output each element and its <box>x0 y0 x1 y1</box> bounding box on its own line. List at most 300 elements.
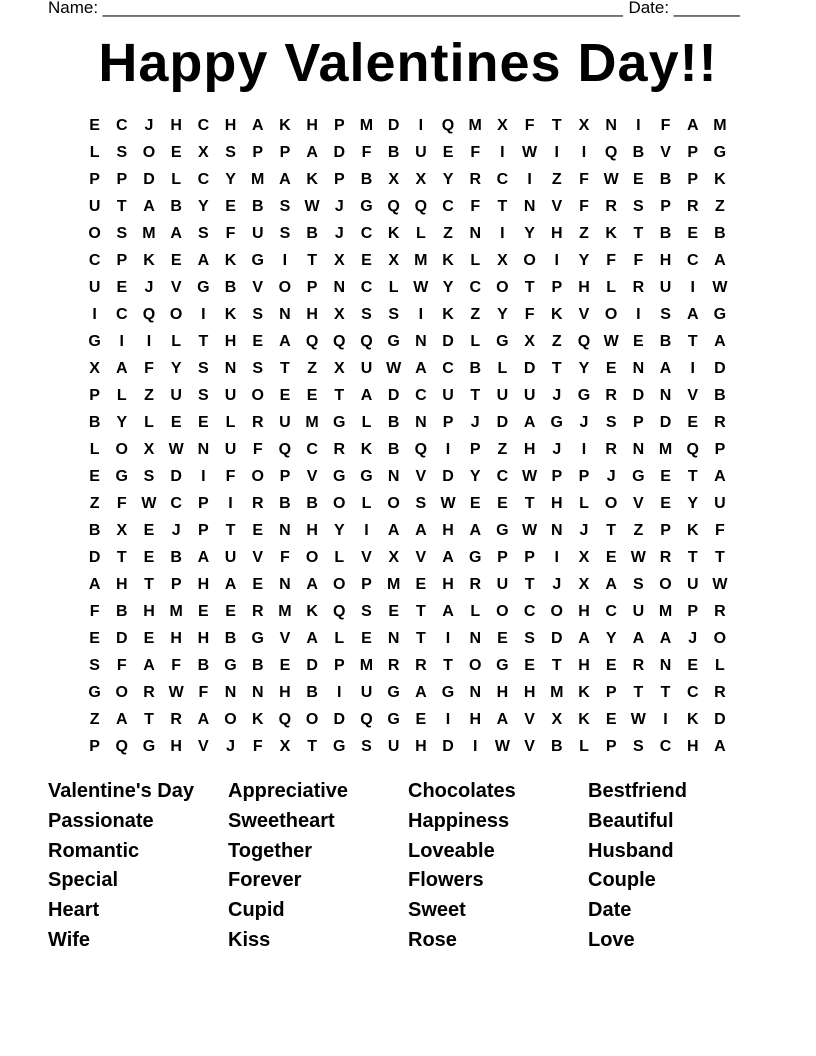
grid-letter[interactable]: K <box>360 441 373 458</box>
grid-letter[interactable]: P <box>551 279 563 296</box>
grid-letter[interactable]: A <box>659 630 672 647</box>
grid-letter[interactable]: Q <box>333 333 346 350</box>
grid-letter[interactable]: C <box>605 603 617 620</box>
grid-letter[interactable]: P <box>714 441 726 458</box>
grid-letter[interactable]: F <box>171 657 182 674</box>
grid-letter[interactable]: C <box>197 117 210 134</box>
grid-letter[interactable]: H <box>306 522 318 539</box>
grid-letter[interactable]: Y <box>605 630 617 647</box>
grid-letter[interactable]: D <box>632 387 645 404</box>
grid-letter[interactable]: L <box>579 495 589 512</box>
grid-letter[interactable]: Q <box>414 441 428 458</box>
grid-letter[interactable]: P <box>170 576 182 593</box>
grid-letter[interactable]: J <box>579 414 589 431</box>
grid-letter[interactable]: J <box>334 225 344 242</box>
grid-letter[interactable]: U <box>714 495 726 512</box>
grid-letter[interactable]: D <box>496 414 509 431</box>
grid-letter[interactable]: N <box>469 684 481 701</box>
grid-letter[interactable]: G <box>88 684 101 701</box>
grid-letter[interactable]: X <box>388 252 399 269</box>
grid-letter[interactable]: O <box>251 468 264 485</box>
grid-letter[interactable]: E <box>605 549 617 566</box>
grid-letter[interactable]: H <box>306 306 318 323</box>
grid-letter[interactable]: G <box>496 522 509 539</box>
grid-letter[interactable]: R <box>143 684 155 701</box>
grid-letter[interactable]: L <box>225 414 236 431</box>
grid-letter[interactable]: W <box>630 549 646 566</box>
grid-letter[interactable]: B <box>170 549 182 566</box>
grid-letter[interactable]: F <box>198 684 209 701</box>
grid-letter[interactable]: Z <box>144 387 154 404</box>
grid-letter[interactable]: B <box>170 198 182 215</box>
grid-letter[interactable]: A <box>360 387 373 404</box>
grid-letter[interactable]: S <box>116 144 128 161</box>
grid-letter[interactable]: P <box>660 198 671 215</box>
grid-letter[interactable]: F <box>715 522 725 539</box>
grid-letter[interactable]: J <box>171 522 181 539</box>
grid-letter[interactable]: F <box>225 225 236 242</box>
grid-letter[interactable]: G <box>632 468 645 485</box>
grid-letter[interactable]: S <box>279 198 291 215</box>
grid-letter[interactable]: E <box>415 711 427 728</box>
grid-letter[interactable]: W <box>494 738 510 755</box>
grid-letter[interactable]: K <box>686 522 699 539</box>
grid-letter[interactable]: T <box>687 333 698 350</box>
grid-letter[interactable]: C <box>360 225 373 242</box>
grid-letter[interactable]: X <box>89 360 100 377</box>
grid-letter[interactable]: W <box>603 333 619 350</box>
grid-letter[interactable]: Y <box>116 414 128 431</box>
grid-letter[interactable]: A <box>523 414 536 431</box>
grid-letter[interactable]: N <box>224 360 237 377</box>
grid-letter[interactable]: X <box>497 252 508 269</box>
grid-letter[interactable]: V <box>279 630 291 647</box>
grid-letter[interactable]: H <box>686 738 699 755</box>
grid-letter[interactable]: M <box>468 117 482 134</box>
grid-letter[interactable]: P <box>279 468 291 485</box>
grid-letter[interactable]: V <box>660 144 671 161</box>
grid-letter[interactable]: T <box>524 279 535 296</box>
grid-letter[interactable]: W <box>304 198 320 215</box>
grid-letter[interactable]: E <box>89 630 100 647</box>
grid-letter[interactable]: C <box>197 171 210 188</box>
grid-letter[interactable]: T <box>415 630 426 647</box>
grid-letter[interactable]: A <box>116 360 128 377</box>
grid-letter[interactable]: C <box>360 279 373 296</box>
grid-letter[interactable]: I <box>472 738 478 755</box>
grid-letter[interactable]: D <box>442 738 454 755</box>
grid-letter[interactable]: R <box>605 198 617 215</box>
grid-letter[interactable]: B <box>306 495 318 512</box>
grid-letter[interactable]: C <box>496 171 509 188</box>
grid-letter[interactable]: T <box>280 360 290 377</box>
grid-letter[interactable]: H <box>523 684 536 701</box>
grid-letter[interactable]: P <box>116 252 128 269</box>
grid-letter[interactable]: I <box>146 333 152 350</box>
grid-letter[interactable]: K <box>224 252 237 269</box>
grid-letter[interactable]: E <box>415 576 427 593</box>
grid-letter[interactable]: S <box>361 603 372 620</box>
grid-letter[interactable]: H <box>578 279 590 296</box>
grid-letter[interactable]: A <box>686 306 699 323</box>
grid-letter[interactable]: W <box>630 711 646 728</box>
grid-letter[interactable]: V <box>252 279 264 296</box>
grid-letter[interactable]: K <box>143 252 155 269</box>
grid-letter[interactable]: R <box>251 495 264 512</box>
grid-letter[interactable]: H <box>143 603 155 620</box>
grid-letter[interactable]: E <box>143 630 155 647</box>
grid-letter[interactable]: O <box>387 495 400 512</box>
grid-letter[interactable]: N <box>469 630 481 647</box>
grid-letter[interactable]: E <box>252 576 264 593</box>
grid-letter[interactable]: R <box>387 657 400 674</box>
grid-letter[interactable]: C <box>306 441 318 458</box>
grid-letter[interactable]: B <box>387 441 400 458</box>
grid-letter[interactable]: X <box>388 549 399 566</box>
grid-letter[interactable]: V <box>633 495 644 512</box>
grid-letter[interactable]: O <box>169 306 183 323</box>
grid-letter[interactable]: W <box>168 441 184 458</box>
grid-letter[interactable]: Y <box>469 468 481 485</box>
grid-letter[interactable]: U <box>224 387 237 404</box>
grid-letter[interactable]: X <box>388 171 399 188</box>
grid-letter[interactable]: R <box>469 576 481 593</box>
grid-letter[interactable]: T <box>633 684 644 701</box>
grid-letter[interactable]: W <box>386 360 402 377</box>
grid-letter[interactable]: N <box>415 414 427 431</box>
grid-letter[interactable]: K <box>605 225 617 242</box>
grid-letter[interactable]: S <box>633 738 644 755</box>
grid-letter[interactable]: Z <box>89 495 100 512</box>
grid-letter[interactable]: G <box>333 738 346 755</box>
grid-letter[interactable]: S <box>660 306 671 323</box>
grid-letter[interactable]: F <box>524 306 535 323</box>
grid-letter[interactable]: G <box>713 306 727 323</box>
grid-letter[interactable]: J <box>552 576 562 593</box>
grid-letter[interactable]: L <box>470 603 481 620</box>
grid-letter[interactable]: M <box>713 117 727 134</box>
grid-letter[interactable]: E <box>687 225 699 242</box>
grid-letter[interactable]: B <box>714 225 726 242</box>
grid-letter[interactable]: C <box>170 495 182 512</box>
grid-letter[interactable]: H <box>170 738 182 755</box>
grid-letter[interactable]: H <box>279 684 291 701</box>
grid-letter[interactable]: U <box>88 198 101 215</box>
grid-letter[interactable]: U <box>224 441 237 458</box>
grid-letter[interactable]: A <box>197 549 210 566</box>
grid-letter[interactable]: F <box>252 441 263 458</box>
grid-letter[interactable]: G <box>387 711 400 728</box>
grid-letter[interactable]: V <box>524 711 535 728</box>
grid-letter[interactable]: L <box>334 630 345 647</box>
grid-letter[interactable]: Y <box>442 171 454 188</box>
grid-letter[interactable]: I <box>554 144 559 161</box>
grid-letter[interactable]: U <box>360 684 373 701</box>
grid-letter[interactable]: V <box>170 279 182 296</box>
grid-letter[interactable]: N <box>632 360 645 377</box>
grid-letter[interactable]: E <box>170 414 182 431</box>
grid-letter[interactable]: Z <box>551 333 562 350</box>
grid-letter[interactable]: L <box>171 333 182 350</box>
grid-letter[interactable]: G <box>387 684 400 701</box>
grid-letter[interactable]: S <box>252 360 264 377</box>
grid-letter[interactable]: O <box>604 306 618 323</box>
grid-letter[interactable]: D <box>306 657 318 674</box>
grid-letter[interactable]: G <box>713 144 727 161</box>
grid-letter[interactable]: G <box>251 630 264 647</box>
grid-letter[interactable]: X <box>198 144 209 161</box>
grid-letter[interactable]: P <box>497 549 508 566</box>
grid-letter[interactable]: T <box>551 657 562 674</box>
grid-letter[interactable]: N <box>387 468 400 485</box>
grid-letter[interactable]: L <box>116 387 127 404</box>
grid-letter[interactable]: E <box>252 333 264 350</box>
grid-letter[interactable]: U <box>523 387 536 404</box>
grid-letter[interactable]: Y <box>198 198 209 215</box>
grid-letter[interactable]: A <box>632 630 645 647</box>
grid-letter[interactable]: D <box>659 414 672 431</box>
grid-letter[interactable]: W <box>603 171 619 188</box>
grid-letter[interactable]: M <box>305 414 319 431</box>
grid-letter[interactable]: X <box>143 441 155 458</box>
grid-letter[interactable]: Q <box>278 711 292 728</box>
grid-letter[interactable]: U <box>170 387 182 404</box>
grid-letter[interactable]: F <box>606 252 617 269</box>
grid-letter[interactable]: R <box>469 171 481 188</box>
grid-letter[interactable]: Q <box>360 333 373 350</box>
grid-letter[interactable]: D <box>442 468 454 485</box>
grid-letter[interactable]: I <box>119 333 124 350</box>
grid-letter[interactable]: K <box>387 225 400 242</box>
grid-letter[interactable]: K <box>224 306 237 323</box>
grid-letter[interactable]: T <box>116 198 127 215</box>
grid-letter[interactable]: E <box>198 603 209 620</box>
grid-letter[interactable]: I <box>418 306 424 323</box>
grid-letter[interactable]: Y <box>442 279 454 296</box>
grid-letter[interactable]: Z <box>307 360 317 377</box>
grid-letter[interactable]: E <box>442 144 454 161</box>
grid-letter[interactable]: V <box>198 738 209 755</box>
grid-letter[interactable]: J <box>334 198 344 215</box>
grid-letter[interactable]: X <box>578 549 590 566</box>
grid-letter[interactable]: X <box>578 576 590 593</box>
grid-letter[interactable]: X <box>551 711 563 728</box>
grid-letter[interactable]: R <box>714 414 726 431</box>
grid-letter[interactable]: L <box>89 441 100 458</box>
grid-letter[interactable]: W <box>522 468 538 485</box>
grid-letter[interactable]: J <box>579 522 589 539</box>
grid-letter[interactable]: S <box>225 144 236 161</box>
grid-letter[interactable]: A <box>279 333 291 350</box>
grid-letter[interactable]: K <box>442 306 454 323</box>
grid-letter[interactable]: I <box>500 225 505 242</box>
grid-letter[interactable]: B <box>714 387 726 404</box>
grid-letter[interactable]: O <box>305 711 319 728</box>
grid-letter[interactable]: X <box>333 360 345 377</box>
grid-letter[interactable]: H <box>659 252 672 269</box>
grid-letter[interactable]: W <box>522 144 538 161</box>
grid-letter[interactable]: E <box>497 630 508 647</box>
grid-letter[interactable]: F <box>470 198 481 215</box>
grid-letter[interactable]: C <box>496 468 509 485</box>
grid-letter[interactable]: I <box>636 306 641 323</box>
grid-letter[interactable]: G <box>88 333 101 350</box>
grid-letter[interactable]: W <box>168 684 184 701</box>
grid-letter[interactable]: Y <box>578 252 590 269</box>
grid-letter[interactable]: A <box>197 711 210 728</box>
grid-letter[interactable]: F <box>633 252 644 269</box>
grid-letter[interactable]: B <box>659 225 672 242</box>
grid-letter[interactable]: Q <box>387 198 400 215</box>
grid-letter[interactable]: Y <box>225 171 236 188</box>
grid-letter[interactable]: P <box>89 738 100 755</box>
grid-letter[interactable]: P <box>605 738 617 755</box>
grid-letter[interactable]: P <box>687 171 699 188</box>
grid-letter[interactable]: C <box>686 684 699 701</box>
grid-letter[interactable]: S <box>524 630 535 647</box>
grid-letter[interactable]: E <box>660 495 671 512</box>
grid-letter[interactable]: G <box>142 738 156 755</box>
grid-letter[interactable]: F <box>579 171 589 188</box>
grid-letter[interactable]: R <box>686 198 699 215</box>
grid-letter[interactable]: K <box>551 306 563 323</box>
grid-letter[interactable]: L <box>334 549 345 566</box>
grid-letter[interactable]: P <box>89 171 100 188</box>
grid-letter[interactable]: K <box>306 603 318 620</box>
grid-letter[interactable]: G <box>550 414 563 431</box>
grid-letter[interactable]: P <box>605 684 617 701</box>
grid-letter[interactable]: M <box>386 576 401 593</box>
grid-letter[interactable]: G <box>577 387 591 404</box>
grid-letter[interactable]: V <box>361 549 372 566</box>
grid-letter[interactable]: E <box>198 414 209 431</box>
grid-letter[interactable]: J <box>470 414 480 431</box>
grid-letter[interactable]: P <box>524 549 535 566</box>
grid-letter[interactable]: H <box>224 117 237 134</box>
grid-letter[interactable]: G <box>441 684 455 701</box>
grid-letter[interactable]: T <box>144 711 154 728</box>
grid-letter[interactable]: P <box>469 441 481 458</box>
grid-letter[interactable]: O <box>604 495 618 512</box>
grid-letter[interactable]: U <box>88 279 101 296</box>
grid-letter[interactable]: C <box>88 252 101 269</box>
grid-letter[interactable]: E <box>279 657 291 674</box>
grid-letter[interactable]: U <box>251 225 264 242</box>
grid-letter[interactable]: N <box>659 387 672 404</box>
grid-letter[interactable]: I <box>228 495 233 512</box>
grid-letter[interactable]: T <box>198 333 209 350</box>
grid-letter[interactable]: E <box>306 387 318 404</box>
grid-letter[interactable]: S <box>633 576 644 593</box>
grid-letter[interactable]: G <box>224 657 237 674</box>
grid-letter[interactable]: E <box>116 279 128 296</box>
grid-letter[interactable]: P <box>306 279 318 296</box>
grid-letter[interactable]: O <box>333 576 346 593</box>
grid-letter[interactable]: Y <box>524 225 535 242</box>
grid-letter[interactable]: E <box>143 549 155 566</box>
grid-letter[interactable]: F <box>660 117 671 134</box>
grid-letter[interactable]: J <box>606 468 616 485</box>
grid-letter[interactable]: A <box>442 549 454 566</box>
grid-letter[interactable]: L <box>470 252 481 269</box>
grid-letter[interactable]: B <box>88 522 101 539</box>
grid-letter[interactable]: F <box>524 117 535 134</box>
grid-letter[interactable]: M <box>414 252 428 269</box>
grid-letter[interactable]: V <box>687 387 699 404</box>
grid-letter[interactable]: R <box>632 279 645 296</box>
grid-letter[interactable]: M <box>550 684 564 701</box>
grid-letter[interactable]: C <box>442 198 454 215</box>
grid-letter[interactable]: V <box>415 549 427 566</box>
grid-letter[interactable]: E <box>497 495 508 512</box>
grid-letter[interactable]: G <box>360 468 373 485</box>
grid-letter[interactable]: U <box>442 387 454 404</box>
grid-letter[interactable]: U <box>632 603 645 620</box>
grid-letter[interactable]: O <box>468 657 482 674</box>
grid-letter[interactable]: P <box>198 522 209 539</box>
grid-letter[interactable]: A <box>143 198 155 215</box>
grid-letter[interactable]: P <box>633 414 644 431</box>
grid-letter[interactable]: E <box>469 495 481 512</box>
grid-letter[interactable]: O <box>224 711 237 728</box>
grid-letter[interactable]: U <box>496 387 509 404</box>
grid-letter[interactable]: H <box>578 657 590 674</box>
grid-letter[interactable]: P <box>279 144 291 161</box>
grid-letter[interactable]: V <box>252 549 264 566</box>
grid-letter[interactable]: T <box>334 387 345 404</box>
grid-letter[interactable]: O <box>496 603 509 620</box>
grid-letter[interactable]: A <box>88 576 101 593</box>
grid-letter[interactable]: B <box>632 144 645 161</box>
grid-letter[interactable]: W <box>712 576 728 593</box>
grid-letter[interactable]: G <box>496 657 509 674</box>
grid-letter[interactable]: E <box>361 630 372 647</box>
grid-letter[interactable]: J <box>144 117 154 134</box>
grid-letter[interactable]: A <box>197 252 210 269</box>
grid-letter[interactable]: C <box>469 279 481 296</box>
grid-letter[interactable]: P <box>333 657 345 674</box>
grid-letter[interactable]: R <box>659 549 672 566</box>
grid-letter[interactable]: E <box>225 603 236 620</box>
grid-letter[interactable]: P <box>578 468 590 485</box>
grid-letter[interactable]: T <box>497 198 508 215</box>
grid-letter[interactable]: T <box>116 549 127 566</box>
grid-letter[interactable]: N <box>279 522 291 539</box>
grid-letter[interactable]: N <box>551 522 563 539</box>
grid-letter[interactable]: U <box>360 360 373 377</box>
grid-letter[interactable]: R <box>251 414 264 431</box>
grid-letter[interactable]: E <box>660 468 671 485</box>
grid-letter[interactable]: P <box>89 387 100 404</box>
grid-letter[interactable]: X <box>279 738 291 755</box>
grid-letter[interactable]: P <box>442 414 454 431</box>
grid-letter[interactable]: I <box>581 144 587 161</box>
grid-letter[interactable]: B <box>469 360 481 377</box>
grid-letter[interactable]: A <box>415 360 427 377</box>
grid-letter[interactable]: L <box>144 414 154 431</box>
grid-letter[interactable]: I <box>282 252 288 269</box>
grid-letter[interactable]: A <box>496 711 509 728</box>
grid-letter[interactable]: E <box>633 333 644 350</box>
grid-letter[interactable]: G <box>387 333 400 350</box>
grid-letter[interactable]: N <box>523 198 536 215</box>
grid-letter[interactable]: E <box>388 603 399 620</box>
grid-letter[interactable]: S <box>279 225 291 242</box>
grid-letter[interactable]: N <box>632 441 645 458</box>
grid-letter[interactable]: L <box>361 495 372 512</box>
grid-letter[interactable]: O <box>305 549 319 566</box>
grid-letter[interactable]: J <box>552 441 562 458</box>
